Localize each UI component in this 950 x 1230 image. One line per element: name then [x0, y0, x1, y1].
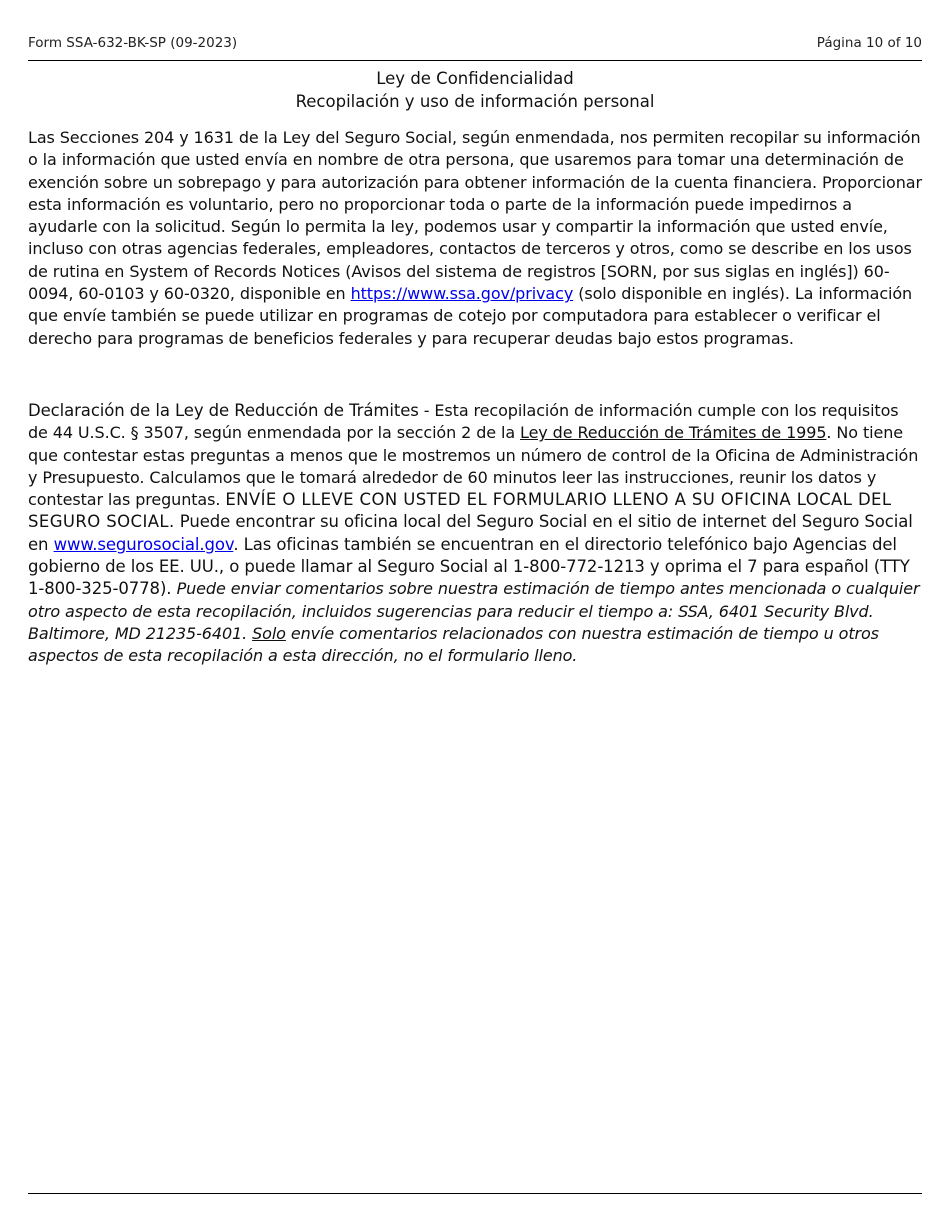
paperwork-find-office: Puede encontrar su oficina local del Seguro Social en el sitio de internet del Seguro Social en [28, 512, 913, 554]
header-divider [28, 60, 922, 61]
paperwork-heading: Declaración de la Ley de Reducción de Trámites [28, 401, 419, 420]
paperwork-comments-italic: Puede enviar comentarios sobre nuestra estimación de tiempo antes mencionada o cualquier otro aspecto de esta recopilación, incluidos sugerencias para reducir el tiempo a: SSA, 6401 Security Blvd. Baltimore, MD 21235-6401. [28, 579, 920, 643]
section-subtitle: Recopilación y uso de información personal [295, 92, 655, 111]
page-number: Página 10 of 10 [816, 35, 922, 51]
paperwork-intro: - Esta recopilación de información cumple con los requisitos de 44 U.S.C. § 3507, según enmendada por la sección 2 de la [28, 401, 899, 443]
paperwork-phone-text: . Las oficinas también se encuentran en el directorio telefónico bajo Agencias del gobierno de los EE. UU., o puede llamar al Seguro Social al 1-800-772-1213 y oprima el 7 para español (TTY 1-800-325-0778). [28, 534, 910, 599]
section-heading [28, 67, 922, 113]
paperwork-body: . No tiene que contestar estas preguntas a menos que le mostremos un número de control de la Oficina de Administración y Presupuesto. Calculamos que le tomará alrededor de 60 minutos leer las instrucciones, reunir los datos y contestar las preguntas. [28, 423, 919, 510]
paperwork-reduction-paragraph [28, 400, 922, 668]
page-header [28, 35, 922, 51]
privacy-link[interactable]: https://www.ssa.gov/privacy [350, 284, 574, 304]
paperwork-act-link[interactable]: Ley de Reducción de Trámites de 1995 [520, 423, 827, 443]
paperwork-solo-underlined: Solo [252, 623, 286, 643]
footer-divider [28, 1193, 922, 1194]
paperwork-caps-instruction: ENVÍE O LLEVE CON USTED EL FORMULARIO LLENO A SU OFICINA LOCAL DEL SEGURO SOCIAL. [28, 490, 892, 532]
paperwork-comments-end: envíe comentarios relacionados con nuestra estimación de tiempo u otros aspectos de esta recopilación a esta dirección, no el formulario lleno. [28, 623, 879, 666]
privacy-text-after-link: (solo disponible en inglés). La información que envíe también se puede utilizar en programas de cotejo por computadora para establecer o verificar el derecho para programas de beneficios federales y para recuperar deudas bajo estos programas. [28, 284, 913, 348]
section-title: Ley de Confidencialidad [376, 69, 574, 88]
form-id: Form SSA-632-BK-SP (09-2023) [28, 35, 238, 51]
privacy-act-paragraph [28, 127, 922, 350]
privacy-text-before-link: Las Secciones 204 y 1631 de la Ley del Seguro Social, según enmendada, nos permiten recopilar su información o la información que usted envía en nombre de otra persona, que usaremos para tomar una determinación de exención sobre un sobrepago y para autorización para obtener información de la cuenta financiera. Proporcionar esta información es voluntario, pero no proporcionar toda o parte de la información puede impedirnos a ayudarle con la solicitud. Según lo permita la ley, podemos usar y compartir la información que usted envíe, incluso con otras agencias federales, empleadores, contactos de terceros y otros, como se describe en los usos de rutina en System of Records Notices (Avisos del sistema de registros [SORN, por sus siglas en inglés]) 60-0094, 60-0103 y 60-0320, disponible en [28, 128, 922, 304]
segurosocial-link[interactable]: www.segurosocial.gov [53, 534, 234, 554]
